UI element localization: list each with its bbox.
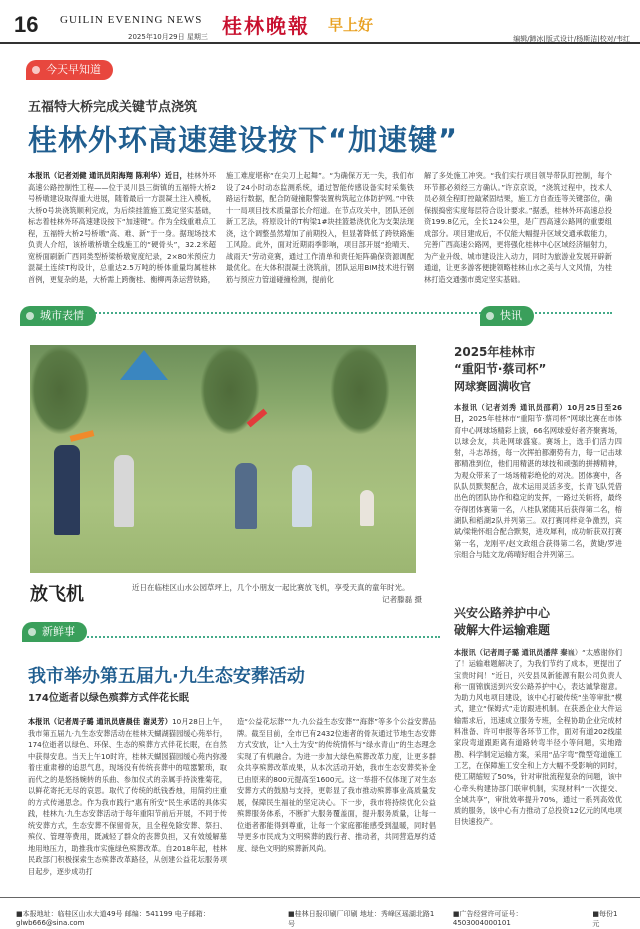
paper-english-name: GUILIN EVENING NEWS [60,14,203,26]
article3-headline: 我市举办第五届九·九生态安葬活动 [28,666,305,687]
page-footer [0,897,640,927]
editor-credits: 编辑/蹄冰|版式设计/杨斯洁|校对/韦红 [513,35,630,43]
tag-city-scene: 城市表情 [20,306,96,326]
tag-today-news: 今天早知道 [26,60,113,80]
article2 [454,344,622,592]
kite-photo [30,345,416,573]
article4-body-text: 巍）“太感谢你们了！运输难题解决了，为我们节约了成本，更提出了宝贵时间！”近日，兴安县凤新能源有限公司负责人称一面锦旗送到兴安公路养护中心，表达诚挚谢意。为助力风电项目建设，该中心打破传统“坐等审批”模式，建立“保姆式”走访跟进机制。在获悉企业大件运输需求后，迅速成立服务专班，全程协助企业完成材料准备、许可申报等各环节工作，面对有道202线崖家段弯道跟距离有道路转弯半径小等问题，实地踏勘、科学制定运输方案，采用“品字弯”微型弯道施工工艺，在保障施工安全和上方大幅不受影响的同时，使工期缩短了50%，针对审批流程复杂的问题，该中心牵头构建协部门联审机制，实现材料“一次提交、全域共享”，审批效率提升70%，通过一系列高效优质的服务，该中心有力推动了总投资12亿元的风电项目快速投产。 [454,648,622,827]
child-figure [114,455,134,527]
footer-address: ■本报地址：临桂区山水大道49号 邮编：541199 电子邮箱：glwb666@sina.com [16,910,210,927]
page-header [0,0,640,44]
article3-col1 [28,716,227,888]
page-number: 16 [14,12,39,37]
tree-shape [330,345,390,435]
article1-body [28,170,612,294]
footer-license: ■广告经营许可证号：4503004000101 [452,910,523,927]
article1-subtitle: 五福特大桥完成关键节点浇筑 [28,100,198,115]
article2-body [454,402,622,560]
article1-byline: 本报讯（记者刘健 通讯员阳海翔 陈利华）近日， [28,171,187,180]
photo-title: 放飞机 [30,584,84,605]
article4-title-line2: 破解大件运输难题 [454,623,551,637]
article1-col1-text: 桂林外环高速公路控制性工程——位于灵川县三街镇的五福特大桥2号桥墩建设取得重大进展，随着最后一方混凝土注入模板，大桥0号块浇筑顺利完成，为后续挂篮施工奠定坚实基础，标志着桂林外环高速建设按下“加速键”。作为全线重难点工程，五福特大桥2号桥墩“高、难、新”于一身。据现场技术负责人介绍，该桥墩桥墩全线施工的“硬骨头”，32.2米超宽桥面刷新广西同类型桥梁桥墩宽度纪录，2×80米预应力混凝土连续T构设计，总重达2.5万吨的桥体重量均属桂林首例，更复杂的是，大桥需上跨衡桂、衡柳两条运营铁路， [28,171,216,284]
photo-caption [132,582,422,606]
article2-body-text: 2025年桂林市“重阳节·蔡司杯”网球比赛在市体育中心网球场精彩上演，66名网球爱好者齐聚赛场，以球会友，共赴网球盛宴。赛场上，选手们活力四射，斗志昂扬，每一次挥拍都潮势有力，每一记击球都精准到位，他们用精湛的球技和顽强的拼搏精神，为观众带来了一场场精彩绝伦的对决。团体赛中，各队队员默契配合，战术运用灵活多变，长青飞队凭借出色的团队协作和稳定的发挥，一路过关斩将，最终夺得团体赛第一名，八桂队紧随其后获得第二名，榕湖队和稻湖2队并列第三。双打赛同样竞争激烈，宾斌/梁艳怀组合配合默契，进攻犀利，成功斩获双打赛第一名，龙刚平/赵文政组合获得第二名，黄婕/罗进宗组合与陆文龙/蒋晴好组合并列第三。 [454,414,622,559]
issue-date: 2025年10月29日 星期三 [128,33,208,41]
article3-byline: 本报讯（记者周子璐 通讯员唐晨佳 谢灵芳） [28,717,173,726]
article2-subtitle: 网球赛圆满收官 [454,380,531,393]
article1-headline: 桂林外环高速建设按下“加速键” [28,123,459,157]
article2-title-line2: “重阳节·蔡司杯” [454,362,547,376]
section-name: 早上好 [328,16,374,34]
article4-byline: 本报讯（记者周子璐 通讯员潘萍 秦 [454,648,568,657]
photo-caption-text: 近日在临桂区山水公园草坪上，几个小朋友一起比赛放飞机，享受天真的童年时光。 [132,583,410,592]
article1-col1 [28,170,216,294]
section-divider [28,636,440,638]
footer-price: ■每份1元 [592,910,618,928]
tree-shape [30,345,90,435]
article4 [454,605,622,828]
article1-col2: 施工难度堪称“在尖刀上起舞”。“为确保万无一失，我们布设了24小时动态监测系统，通过智能传感设备实时采集铁路运行数据，配合防碰撞限警装置构筑起立体防护网。”中铁十一局项目技术质量部长介绍道。在节点攻关中，团队还创新工艺法，将原设计的T构梁1#块挂篮悬浇优化为支架法现浇，这个调整虽然增加了前期投入，但显著降低了跨铁路施工风险。此外，面对近期雨季影响，项目部开展“抢晴天、战雨天”劳动竞赛，通过工作清单和责任矩阵确保资源调配最优化。在大体积混凝土浇筑前，团队运用BIM技术进行钢筋与预应力管道碰撞检测，提前化 [226,171,414,284]
footer-printer: ■桂林日报印刷厂印刷 地址：秀峰区瑶湖北路1号 [288,910,435,928]
article3-col1-text: 10月28日上午，我市第五届九·九生态安葬活动在桂林天蝴湖猫园缓心苑举行，174位逝者以绿色、环保、生态的殡葬方式伴花长眠，在自然中获得安息。当天上午10时许，桂林天蝴园猫园缓心苑内弥漫着庄重肃穆的追思气息，现场没有传统丧葬中的喧嚣繁琐，取而代之的是悠扬婉转的乐曲、参加仪式的亲属手持淡雅菊花，以鲜花寄托无尽的哀思。取代了传统的纸钱香烛，用简约庄重的方式传递思念。作为我市践行“惠有所安”民生承诺的具体实践，桂林九·九生态安葬活动于每年重阳节前后开展，不同于传统安葬方式，生态安葬不保留骨灰，且全程免除安葬、祭扫、殡仪、管理等费用，既减轻了群众的丧葬负担，又有效缓解墓地用地压力，助推我市实施绿色殡葬改革。自2018年起，桂林民政部门积极探索生态殡葬改革路径，从创建公益花坛服务项目起步，逐步成功打 [28,717,227,876]
article3-body [28,716,436,888]
newspaper-logo: 桂林晚報 [222,14,310,38]
article4-body [454,647,622,828]
tag-quick-news: 快讯 [480,306,534,326]
article2-byline: 本报讯（记者刘秀 通讯员邵莉）10月25日至26日， [454,403,622,424]
tag-new-thing: 新鲜事 [22,622,87,642]
photo-credit: 记者滕磊 摄 [382,595,422,604]
article1-col3: 解了多处施工冲突。“我们实行项目领导带队盯控制，每个环节都必须经三方确认。”许京京说，“浇筑过程中，技术人员必须全程盯控敲紧固结果，施工方自查连等关键部位，确保振捣密实度每层符合设计要求。”据悉，桂林外环高速总投资199.8亿元，全长124公里，是广西高速公路网的重要组成部分。项目建成后，不仅能大幅提升区域交通承载能力，完善广西高速公路网，更将强化桂林中心区域经济辐射力，为产业升级、城市建设注入动力，同时为旅游业发展开辟新通道，让更多游客便捷领略桂林山水之美与人文风情，为桂林打造交通强市奠定坚实基础。 [424,171,612,284]
adult-figure [54,445,80,535]
article2-title-line1: 2025年桂林市 [454,345,536,359]
article4-title-line1: 兴安公路养护中心 [454,606,551,620]
article3-col2: 造“公益花坛葬”“九·九公益生态安葬”“海葬”等多个公益安葬品牌。截至目前，全市已有2432位逝者的骨灰通过节地生态安葬方式安放，让“入土为安”的传统情怀与“绿水青山”的生态理念实现了有机融合。为进一步加大绿色殡葬改革力度，让更多群众共享殡葬改革成果，从本次活动开始，我市生态安葬奖补金已由原来的800元提高至1600元。这一举措不仅体现了对生态安葬方式的鼓励与支持，更彰显了我市推动殡葬事业高质量发展，保障民生福祉的坚定决心。下一步，我市将持续优化公益殡葬服务体系，不断扩大服务覆盖面，提升服务质量，让每一位逝者都能得到尊重，让每一个家庭都能感受到温暖，同时倡导更多市民成为文明殡葬的践行者、推动者，共同营造厚约适度、绿色文明的殡葬新风尚。 [237,717,436,853]
toddler-figure [360,490,374,526]
tent-shape [120,350,168,380]
child-figure [235,463,257,529]
child-figure [292,465,312,527]
article3-subtitle: 174位逝者以绿色殡葬方式伴花长眠 [28,693,189,704]
